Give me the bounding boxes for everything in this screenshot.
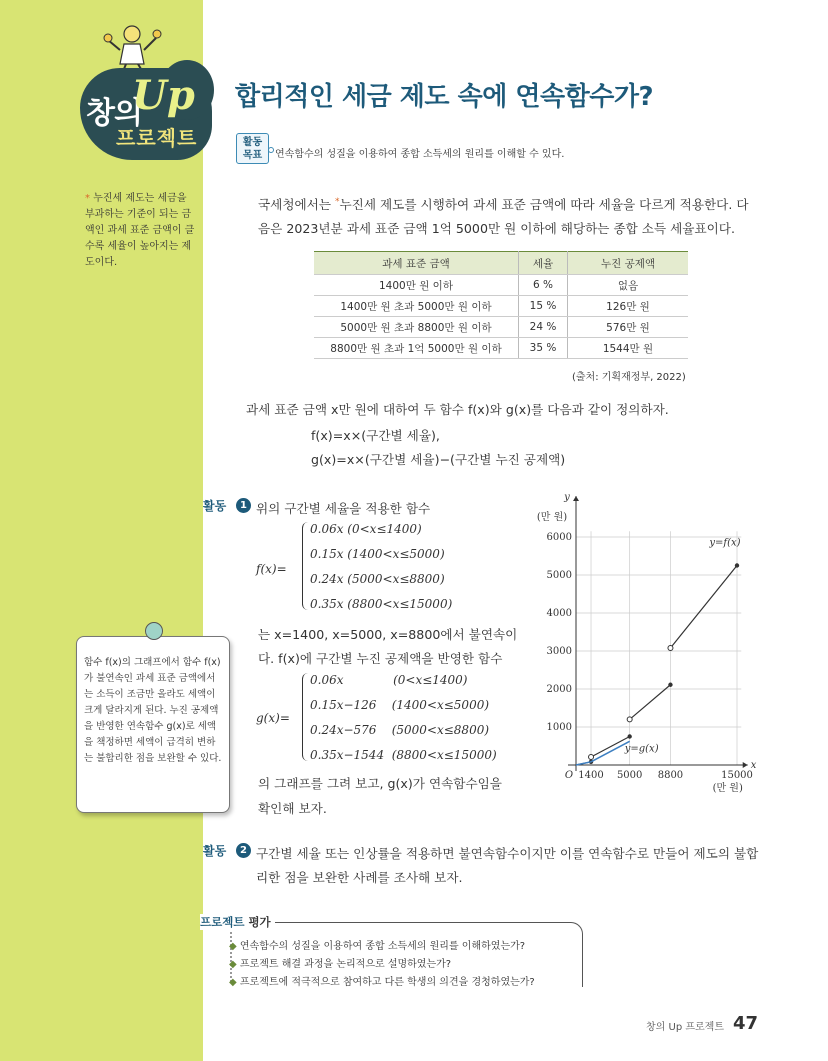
g-series-label: y=g(x) (624, 743, 659, 755)
f-series-label: y=f(x) (709, 537, 741, 549)
table-cell: 126만 원 (568, 296, 689, 317)
goal-tag-line2: 목표 (242, 150, 263, 161)
x-tick-label: 15000 (721, 770, 753, 781)
tax-rate-table (314, 251, 688, 359)
table-header-row (314, 252, 688, 275)
f-series-closed-point (668, 683, 672, 687)
activity1-end1: 의 그래프를 그려 보고, g(x)가 연속함수임을 (258, 776, 502, 791)
y-axis-label: y (564, 492, 570, 503)
project-eval-title (200, 914, 275, 930)
y-tick-label: 2000 (546, 684, 572, 695)
project-eval-item: ◆ 프로젝트에 적극적으로 참여하고 다른 학생의 의견을 경청하였는가? (229, 977, 535, 988)
activity1-end2: 확인해 보자. (258, 801, 327, 816)
tax-function-graph (518, 490, 768, 800)
intro-part1: 국세청에서는 (258, 197, 335, 213)
y-tick-label: 4000 (546, 608, 572, 619)
activity2-label: 활동 (203, 844, 227, 858)
g-piece: 0.15x−126 (1400<x≤5000) (310, 698, 490, 712)
project-eval-title-main: 프로젝트 (200, 915, 245, 929)
f-series-segment (630, 685, 671, 720)
activity1-mid2: 다. f(x)에 구간별 누진 공제액을 반영한 함수 (258, 651, 503, 666)
table-cell: 없음 (568, 275, 689, 296)
footer-text: 창의 Up 프로젝트 (646, 1022, 724, 1033)
side-note (85, 191, 195, 271)
table-header: 과세 표준 금액 (314, 252, 519, 275)
table-row (314, 317, 688, 338)
table-row (314, 338, 688, 359)
definition-f: f(x)=x×(구간별 세율), (311, 428, 440, 443)
table-row (314, 275, 688, 296)
project-eval-item-text: 프로젝트 해결 과정을 논리적으로 설명하였는가? (239, 959, 452, 970)
intro-star: * (335, 197, 340, 207)
activity2-line2: 리한 점을 보완한 사례를 조사해 보자. (256, 870, 463, 885)
table-header: 누진 공제액 (568, 252, 689, 275)
page-title: 합리적인 세금 제도 속에 연속함수가? (235, 82, 654, 112)
g-piece: 0.35x−1544 (8800<x≤15000) (310, 748, 497, 762)
intro-paragraph (258, 190, 758, 241)
f-piece: 0.06x (0<x≤1400) (310, 522, 422, 536)
f-piece: 0.15x (1400<x≤5000) (310, 547, 445, 561)
y-axis-arrow (573, 496, 579, 501)
x-axis-unit: (만 원) (712, 783, 743, 794)
side-note-text: 누진세 제도는 세금을 부과하는 기준이 되는 금액인 과세 표준 금액이 클수록 세율이 높아지는 제도이다. (85, 193, 195, 268)
goal-tag-line1: 활동 (242, 137, 263, 148)
pin-icon (145, 622, 163, 640)
table-cell: 8800만 원 초과 1억 5000만 원 이하 (314, 338, 519, 359)
f-function-name: f(x)= (256, 562, 287, 576)
f-brace (302, 522, 310, 610)
g-brace (302, 673, 310, 761)
badge-text-up: Up (132, 72, 195, 119)
x-tick-label: 8800 (657, 770, 684, 781)
goal-dot-icon (268, 147, 274, 153)
project-eval-item: ◆ 프로젝트 해결 과정을 논리적으로 설명하였는가? (229, 959, 452, 970)
origin-label: O (564, 770, 574, 781)
activity1-label: 활동 (203, 499, 227, 513)
table-cell: 576만 원 (568, 317, 689, 338)
project-eval-item-text: 연속함수의 성질을 이용하여 종합 소득세의 원리를 이해하였는가? (239, 941, 526, 952)
table-cell: 5000만 원 초과 8800만 원 이하 (314, 317, 519, 338)
table-row (314, 296, 688, 317)
y-tick-label: 5000 (546, 570, 572, 581)
f-series-closed-point (735, 563, 739, 567)
table-cell: 1400만 원 초과 5000만 원 이하 (314, 296, 519, 317)
table-cell: 1544만 원 (568, 338, 689, 359)
project-eval-item-text: 프로젝트에 적극적으로 참여하고 다른 학생의 의견을 경청하였는가? (239, 977, 535, 988)
definition-lead: 과세 표준 금액 x만 원에 대하여 두 함수 f(x)와 g(x)를 다음과 같이 정의하자. (246, 402, 669, 417)
table-cell: 15 % (519, 296, 568, 317)
activity1-mid1: 는 x=1400, x=5000, x=8800에서 불연속이 (258, 627, 518, 642)
activity2-line1: 구간별 세율 또는 인상률을 적용하면 불연속함수이지만 이를 연속함수로 만들어 제도의 불합 (256, 846, 759, 861)
x-axis-label: x (750, 760, 757, 771)
table-cell: 24 % (519, 317, 568, 338)
g-function-name: g(x)= (256, 711, 290, 725)
intro-part2: 누진세 제도를 시행하여 과세 표준 금액에 따라 세율을 다르게 적용한다. 다음은 2023년분 과세 표준 금액 1억 5000만 원 이하에 해당하는 종합 소득 세율표이다. (258, 197, 749, 237)
x-tick-label: 5000 (616, 770, 643, 781)
project-eval-title-sub: 평가 (248, 915, 271, 929)
f-series-open-point (589, 755, 594, 760)
project-badge (70, 20, 220, 160)
f-series-segment (670, 566, 737, 648)
badge-text-project: 프로젝트 (116, 126, 198, 150)
table-cell: 1400만 원 이하 (314, 275, 519, 296)
x-tick-label: 1400 (578, 770, 604, 781)
activity1-number: 1 (236, 498, 251, 513)
table-cell: 6 % (519, 275, 568, 296)
activity1-heading: 위의 구간별 세율을 적용한 함수 (256, 501, 431, 516)
y-tick-label: 6000 (546, 532, 572, 543)
g-piece: 0.06x (0<x≤1400) (310, 673, 468, 687)
page-number: 47 (733, 1013, 759, 1034)
x-axis-arrow (743, 762, 748, 768)
table-cell: 35 % (519, 338, 568, 359)
activity2-number: 2 (236, 843, 251, 858)
f-series-closed-point (627, 734, 631, 738)
badge-text-left: 창의 (86, 96, 142, 131)
definition-g: g(x)=x×(구간별 세율)−(구간별 누진 공제액) (311, 452, 566, 467)
side-note-bullet: * (85, 193, 90, 204)
g-piece: 0.24x−576 (5000<x≤8800) (310, 723, 490, 737)
y-axis-unit: (만 원) (536, 512, 568, 523)
y-tick-label: 1000 (546, 722, 572, 733)
table-header: 세율 (519, 252, 568, 275)
table-source: (출처: 기획재정부, 2022) (572, 372, 686, 383)
f-piece: 0.24x (5000<x≤8800) (310, 572, 445, 586)
goal-tag (236, 133, 269, 164)
f-series-open-point (627, 717, 632, 722)
callout-text: 함수 f(x)의 그래프에서 함수 f(x)가 불연속인 과세 표준 금액에서는 소득이 조금만 올라도 세액이 크게 달라지게 된다. 누진 공제액을 반영한 연속함수 g(x)로 세액을 책정하면 세액이 급격히 변하는 불합리한 점을 보완할 수 있다. (84, 657, 222, 764)
f-piece: 0.35x (8800<x≤15000) (310, 597, 453, 611)
f-series-open-point (668, 645, 673, 650)
goal-text: 연속함수의 성질을 이용하여 종합 소득세의 원리를 이해할 수 있다. (275, 149, 565, 160)
project-eval-item: ◆ 연속함수의 성질을 이용하여 종합 소득세의 원리를 이해하였는가? (229, 941, 526, 952)
y-tick-label: 3000 (546, 646, 572, 657)
